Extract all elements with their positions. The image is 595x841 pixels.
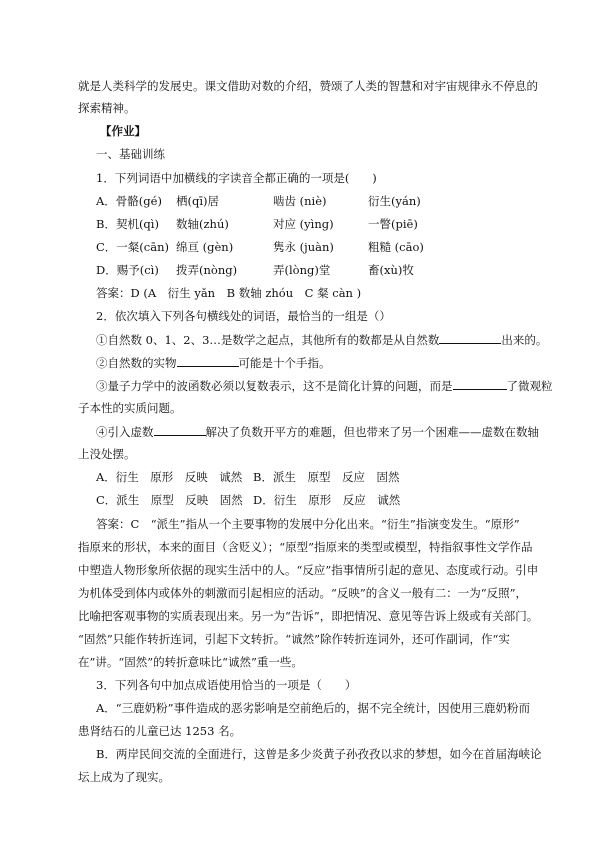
option-text: D．赐予(cì) [96,263,159,277]
option-text: A．骨骼(gé) [96,194,162,208]
option-text: 对应 (yìng) [273,217,334,231]
question-1-answer: 答案：D (A 衍生 yǎn B 数轴 zhóu C 粲 càn ) [96,286,362,300]
sentence-text: 了微观粒 [506,379,553,393]
q2-options-ab [0,469,595,485]
sentence-text: ②自然数的实物 [96,356,177,370]
q2-sentence-3 [96,377,553,394]
q3-option-b-line-2: 坛上成为了现实。 [78,770,170,784]
q3-option-a-line-1: A．“三鹿奶粉”事件造成的恶劣影响是空前绝后的，据不完全统计，因使用三鹿奶粉而 [96,701,531,715]
q3-option-a-line-2: 患肾结石的儿童已达 1253 名。 [78,724,242,738]
q1-option-row-a [0,193,595,209]
option-text: C．派生 原型 反映 固然 [96,493,243,507]
q2-sentence-4 [96,423,539,440]
option-text: 栖(qī)居 [176,194,220,208]
option-text: 绵亘 (gèn) [176,240,234,254]
fill-blank [154,423,206,436]
question-1-stem: 1．下列词语中加横线的字读音全都正确的一项是( ) [96,171,377,185]
sentence-text: ①自然数 0、1、2、3…是数学之起点，其他所有的数都是从自然数 [96,333,440,347]
q2-sentence-3-cont: 子本性的实质问题。 [78,401,182,415]
sentence-text: 解决了负数开平方的难题，但也带来了另一个困难——虚数在数轴 [205,425,539,439]
sentence-text: 可能是十个手指。 [238,356,331,370]
q2-answer-line-7: 在”讲。“固然”的转折意味比“诚然”重一些。 [78,655,303,669]
option-text: 拨弄(nòng) [176,263,238,277]
intro-line-2: 探索精神。 [78,101,136,115]
q2-answer-line-4: 为机体受到体内或体外的刺激而引起相应的活动。“反映”的含义一般有二：一为“反照”， [78,586,528,600]
q1-option-row-c [0,239,595,255]
question-2-stem: 2．依次填入下列各句横线处的词语，最恰当的一组是（） [96,309,391,323]
q1-option-row-b [0,216,595,232]
sentence-text: ③量子力学中的波函数必须以复数表示，这不是简化计算的问题，而是 [96,379,453,393]
sentence-text: ④引入虚数 [96,425,154,439]
q2-answer-line-5: 比喻把客观事物的实质表现出来。另一为“告诉”，即把情况、意见等告诉上级或有关部门。 [78,609,539,623]
option-text: B．派生 原型 反应 固然 [253,470,400,484]
option-text: C．一粲(cān) [96,240,169,254]
q2-sentence-4-cont: 上没处摆。 [78,447,136,461]
intro-line-1: 就是人类科学的发展史。课文借助对数的介绍，赞颂了人类的智慧和对宇宙规律永不停息的 [78,79,538,93]
q2-answer-line-1: 答案：C “派生”指从一个主要事物的发展中分化出来。“衍生”指演变发生。“原形” [96,517,520,531]
q2-answer-line-2: 指原来的形状，本来的面目（含贬义）；“原型”指原来的类型或模型，特指叙事性文学作品 [78,540,533,554]
fill-blank [453,377,507,390]
option-text: D．衍生 原形 反应 诚然 [253,493,401,507]
fill-blank [439,331,501,344]
q2-sentence-2 [96,354,331,371]
q3-option-b-line-1: B．两岸民间交流的全面进行，这曾是多少炎黄子孙孜孜以求的梦想，如今在首届海峡论 [96,747,542,761]
q2-answer-line-3: 中塑造人物形象所依据的现实生活中的人。“反应”指事情所引起的意见、态度或行动。引申 [78,563,539,577]
option-text: 粗糙 (cāo) [368,240,424,254]
option-text: B．契机(qì) [96,217,159,231]
option-text: 一瞥(piē) [368,217,418,231]
option-text: 畜(xù)牧 [368,263,414,277]
option-text: 啮齿 (niè) [273,194,327,208]
option-text: 数轴(zhú) [176,217,229,231]
option-text: A．衍生 原形 反映 诚然 [96,470,243,484]
option-text: 隽永 (juàn) [273,240,334,254]
homework-heading: 【作业】 [100,124,146,138]
fill-blank [177,354,239,367]
q1-option-row-d [0,262,595,278]
option-text: 衍生(yán) [368,194,421,208]
sentence-text: 出来的。 [501,333,548,347]
option-text: 弄(lòng)堂 [273,263,331,277]
section-heading: 一、基础训练 [96,147,165,161]
q2-sentence-1 [96,331,547,348]
question-3-stem: 3．下列各句中加点成语使用恰当的一项是（ ） [96,678,357,692]
q2-answer-line-6: “固然”只能作转折连词，引起下文转折。“诚然”除作转折连词外，还可作副词，作“实 [78,632,510,646]
q2-options-cd [0,492,595,508]
